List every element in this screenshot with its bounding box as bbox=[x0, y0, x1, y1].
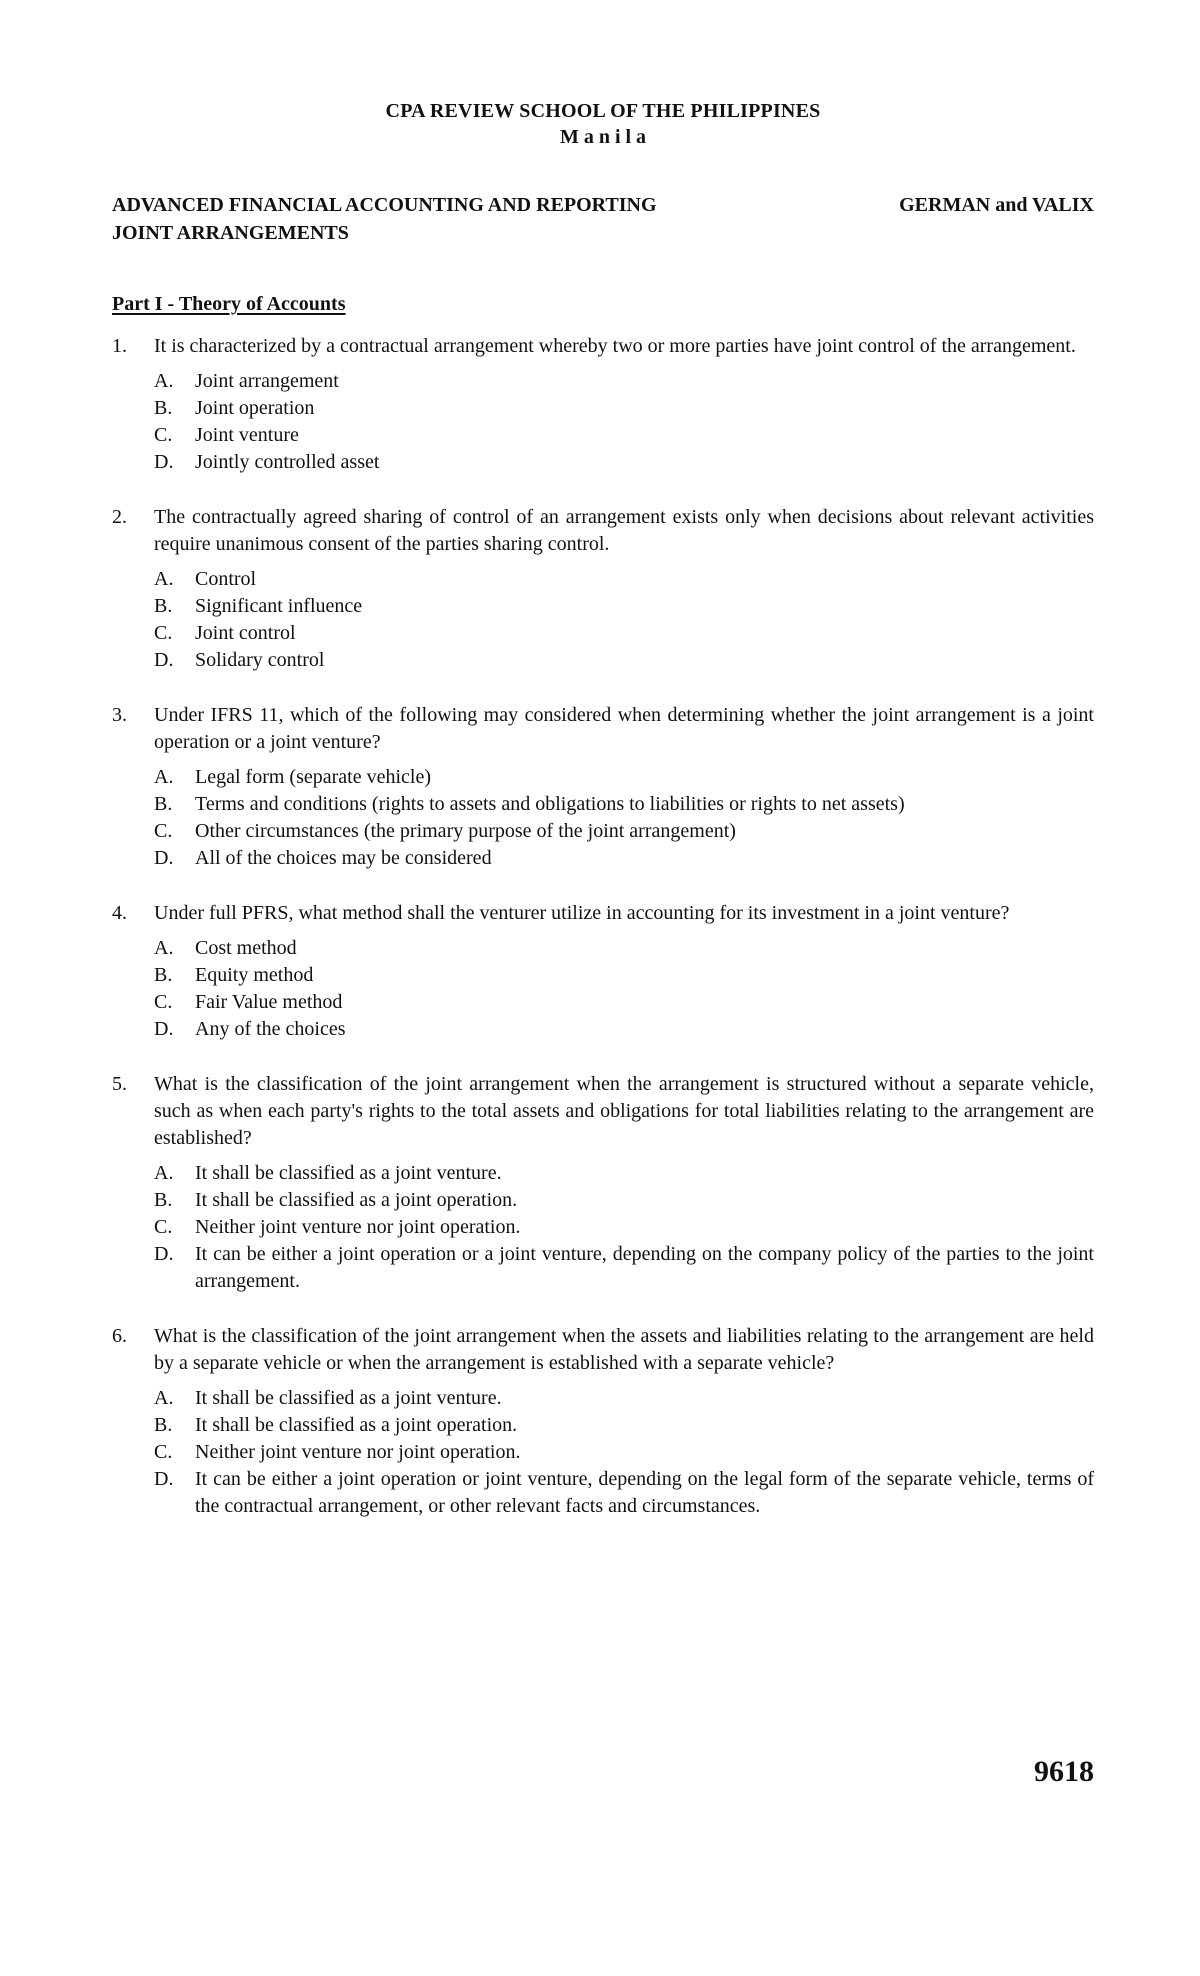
question-number: 3. bbox=[112, 704, 127, 726]
choice-letter: B. bbox=[154, 1414, 173, 1436]
choice-text: Cost method bbox=[195, 937, 297, 959]
question-item bbox=[112, 1071, 1094, 1295]
choice-item bbox=[154, 647, 1094, 674]
question-text: The contractually agreed sharing of control of an arrangement exists only when decisions about relevant activities require unanimous consent of the parties sharing control. bbox=[154, 506, 1094, 555]
choice-list bbox=[154, 1385, 1094, 1520]
question-text: What is the classification of the joint arrangement when the assets and liabilities relating to the arrangement are held by a separate vehicle or when the arrangement is established with a separate vehicle? bbox=[154, 1325, 1094, 1374]
choice-item bbox=[154, 989, 1094, 1016]
choice-letter: B. bbox=[154, 964, 173, 986]
question-number: 2. bbox=[112, 506, 127, 528]
choice-letter: A. bbox=[154, 1387, 174, 1409]
choice-letter: D. bbox=[154, 451, 174, 473]
choice-letter: C. bbox=[154, 1216, 173, 1238]
choice-letter: C. bbox=[154, 991, 173, 1013]
question-text: It is characterized by a contractual arrangement whereby two or more parties have joint control of the arrangement. bbox=[154, 335, 1076, 357]
question-item bbox=[112, 1323, 1094, 1520]
choice-item bbox=[154, 1187, 1094, 1214]
choice-list bbox=[154, 935, 1094, 1043]
choice-text: Terms and conditions (rights to assets and obligations to liabilities or rights to net assets) bbox=[195, 793, 905, 815]
choice-item bbox=[154, 1160, 1094, 1187]
choice-item bbox=[154, 1214, 1094, 1241]
choice-text: Any of the choices bbox=[195, 1018, 346, 1040]
choice-text: Jointly controlled asset bbox=[195, 451, 380, 473]
question-text: Under full PFRS, what method shall the venturer utilize in accounting for its investment in a joint venture? bbox=[154, 902, 1010, 924]
choice-list bbox=[154, 566, 1094, 674]
question-body bbox=[154, 1323, 1094, 1520]
question-list bbox=[112, 333, 1094, 1520]
course-info bbox=[112, 191, 657, 247]
choice-text: Significant influence bbox=[195, 595, 363, 617]
choice-item bbox=[154, 1439, 1094, 1466]
choice-text: Neither joint venture nor joint operation. bbox=[195, 1441, 521, 1463]
question-body bbox=[154, 1071, 1094, 1295]
document-page bbox=[112, 98, 1094, 1548]
choice-item bbox=[154, 818, 1094, 845]
choice-text: Neither joint venture nor joint operation. bbox=[195, 1216, 521, 1238]
page-number: 9618 bbox=[1034, 1755, 1094, 1788]
question-number: 4. bbox=[112, 902, 127, 924]
choice-letter: D. bbox=[154, 847, 174, 869]
choice-text: It shall be classified as a joint venture. bbox=[195, 1387, 502, 1409]
choice-item bbox=[154, 449, 1094, 476]
choice-text: All of the choices may be considered bbox=[195, 847, 492, 869]
choice-letter: C. bbox=[154, 622, 173, 644]
course-header bbox=[112, 191, 1094, 247]
question-item bbox=[112, 333, 1094, 476]
question-number: 1. bbox=[112, 335, 127, 357]
choice-text: Other circumstances (the primary purpose of the joint arrangement) bbox=[195, 820, 736, 842]
choice-text: Control bbox=[195, 568, 257, 590]
question-number: 5. bbox=[112, 1073, 127, 1095]
choice-letter: B. bbox=[154, 793, 173, 815]
choice-letter: B. bbox=[154, 397, 173, 419]
choice-text: Joint arrangement bbox=[195, 370, 339, 392]
question-item bbox=[112, 900, 1094, 1043]
question-text: What is the classification of the joint arrangement when the arrangement is structured without a separate vehicle, such as when each party's rights to the total assets and obligations for total liabilities relating to the arrangement are established? bbox=[154, 1073, 1094, 1149]
question-body bbox=[154, 333, 1094, 476]
topic-title: JOINT ARRANGEMENTS bbox=[112, 222, 349, 244]
question-body bbox=[154, 900, 1094, 1043]
part-title: Part I - Theory of Accounts bbox=[112, 293, 346, 315]
choice-letter: D. bbox=[154, 1243, 174, 1265]
choice-item bbox=[154, 845, 1094, 872]
choice-text: Solidary control bbox=[195, 649, 325, 671]
choice-item bbox=[154, 593, 1094, 620]
choice-text: Fair Value method bbox=[195, 991, 343, 1013]
question-text: Under IFRS 11, which of the following may considered when determining whether the joint arrangement is a joint operation or a joint venture? bbox=[154, 704, 1094, 753]
choice-letter: B. bbox=[154, 1189, 173, 1211]
choice-letter: C. bbox=[154, 820, 173, 842]
choice-letter: D. bbox=[154, 649, 174, 671]
choice-item bbox=[154, 1241, 1094, 1295]
choice-item bbox=[154, 395, 1094, 422]
choice-item bbox=[154, 962, 1094, 989]
choice-letter: D. bbox=[154, 1468, 174, 1490]
choice-text: Joint control bbox=[195, 622, 296, 644]
choice-item bbox=[154, 1385, 1094, 1412]
school-name: CPA REVIEW SCHOOL OF THE PHILIPPINES bbox=[385, 100, 821, 122]
question-body bbox=[154, 504, 1094, 674]
choice-letter: A. bbox=[154, 370, 174, 392]
choice-letter: B. bbox=[154, 595, 173, 617]
choice-text: It can be either a joint operation or a joint venture, depending on the company policy of the parties to the joint arrangement. bbox=[195, 1243, 1094, 1292]
authors: GERMAN and VALIX bbox=[899, 194, 1094, 216]
choice-letter: A. bbox=[154, 766, 174, 788]
choice-item bbox=[154, 1466, 1094, 1520]
choice-item bbox=[154, 935, 1094, 962]
choice-item bbox=[154, 764, 1094, 791]
choice-text: It shall be classified as a joint operation. bbox=[195, 1189, 518, 1211]
choice-text: It shall be classified as a joint operation. bbox=[195, 1414, 518, 1436]
choice-letter: A. bbox=[154, 568, 174, 590]
choice-text: It can be either a joint operation or joint venture, depending on the legal form of the separate vehicle, terms of the contractual arrangement, or other relevant facts and circumstances. bbox=[195, 1468, 1094, 1517]
choice-letter: C. bbox=[154, 424, 173, 446]
choice-text: Joint venture bbox=[195, 424, 299, 446]
choice-item bbox=[154, 1016, 1094, 1043]
choice-text: It shall be classified as a joint venture. bbox=[195, 1162, 502, 1184]
choice-letter: A. bbox=[154, 1162, 174, 1184]
choice-text: Legal form (separate vehicle) bbox=[195, 766, 431, 788]
choice-item bbox=[154, 422, 1094, 449]
question-body bbox=[154, 702, 1094, 872]
choice-item bbox=[154, 1412, 1094, 1439]
choice-item bbox=[154, 791, 1094, 818]
question-number: 6. bbox=[112, 1325, 127, 1347]
school-city: Manila bbox=[559, 126, 652, 148]
question-item bbox=[112, 702, 1094, 872]
choice-text: Equity method bbox=[195, 964, 314, 986]
question-item bbox=[112, 504, 1094, 674]
course-title: ADVANCED FINANCIAL ACCOUNTING AND REPORTING bbox=[112, 194, 657, 216]
choice-letter: A. bbox=[154, 937, 174, 959]
choice-letter: C. bbox=[154, 1441, 173, 1463]
choice-list bbox=[154, 1160, 1094, 1295]
choice-item bbox=[154, 566, 1094, 593]
choice-list bbox=[154, 368, 1094, 476]
choice-text: Joint operation bbox=[195, 397, 315, 419]
choice-list bbox=[154, 764, 1094, 872]
choice-item bbox=[154, 620, 1094, 647]
choice-item bbox=[154, 368, 1094, 395]
choice-letter: D. bbox=[154, 1018, 174, 1040]
